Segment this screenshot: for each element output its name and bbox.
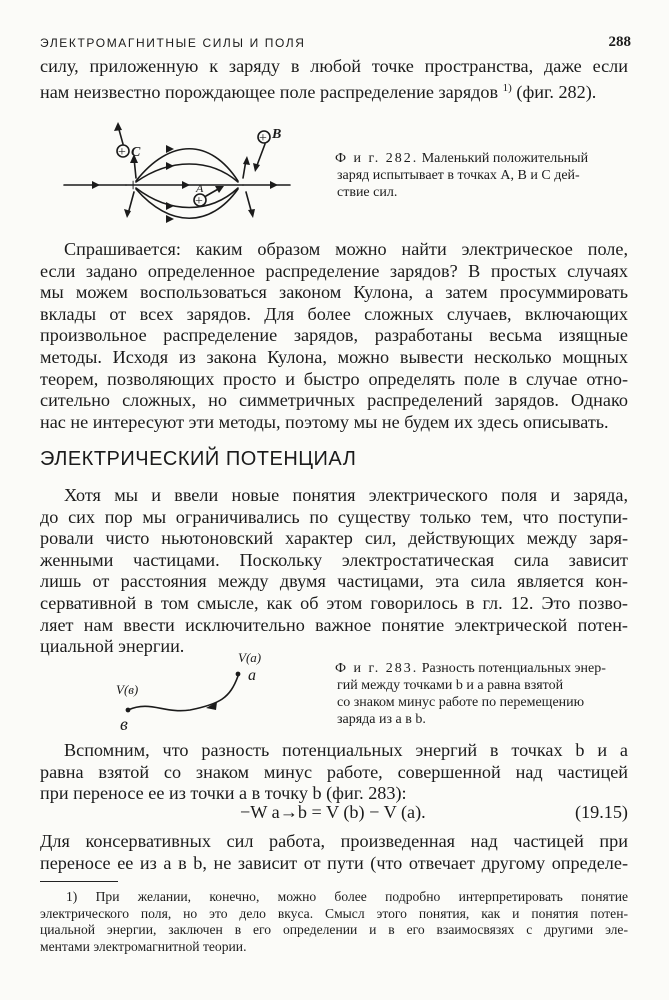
paragraph-3 [40,485,628,658]
text-line: силу, приложенную к заряду в любой точке пространства, даже если [40,56,628,76]
text-line: ляет нам ввести исключительно важное понятие электрической потен- [40,614,628,635]
plus-in-c: + [118,145,126,160]
equation-number: (19.15) [574,802,628,822]
equation-19-15 [40,802,628,824]
text-span: Маленький положительный [418,151,589,166]
text-line: равна взятой со знаком минус работе, совершенной над частицей [40,761,628,782]
text-line: до сих пор мы ограничивались по существу только тем, что поступи- [40,506,628,527]
page-number: 288 [608,34,631,50]
text-line: переносе ее из a в b, не зависит от пути (что отвечает другому определе- [40,852,628,873]
text-line: лишь от расстояния между двумя частицами, эта сила является кон- [40,571,628,592]
footnote-line: ментами электромагнитной теории. [40,938,247,954]
text-line: при переносе ее из точки a в точку b (фиг. 283): [40,783,407,804]
plus-in-a: + [195,194,203,209]
figure-282-caption [335,150,627,201]
label-b: в [120,714,128,734]
caption-line: заряда из a в b. [337,712,426,727]
text-line: Для консервативных сил работа, произведенная над частицей при [40,831,628,851]
caption-label: Ф и г. 282. [335,151,419,166]
charge-minus: − [236,175,247,195]
text-line: вклады от всех зарядов. Для более сложных случаев, включающих [40,303,628,324]
footnote-rule [40,881,118,882]
text-line: если задано определенное распределение зарядов? В простых случаях [40,260,628,281]
caption-line: со знаком минус работе по перемещению [337,695,585,710]
arrow-head [270,181,278,189]
paragraph-5 [40,831,628,874]
label-vb: V(в) [116,682,139,697]
text-line: циальной энергии. [40,636,185,657]
footnote-mark: 1) [502,81,512,94]
arrow-head [114,122,122,131]
text-line: женными частицами. Поскольку электростатическая сила зависит [40,549,628,570]
footnote [40,889,628,955]
charge-plus: + [128,175,139,195]
arrow-head [166,162,174,170]
field-line [136,189,238,218]
text-line: нас не интересуют эти методы, поэтому мы не будем их здесь описывать. [40,411,609,432]
point-b [126,708,131,713]
text-line: Вспомним, что разность потенциальных энергий в точках b и a [64,740,628,760]
arrow-head [253,163,260,172]
arrow-head [243,156,250,165]
text-line: ровали чисто ньютоновский характер сил, действующих между заря- [40,528,628,549]
text-line: сервативной в том смысле, как об этом говорилось в гл. 12. Это позво- [40,592,628,613]
text-span: Разность потенциальных энер- [418,661,606,676]
text-line: сительно сложных, но симметричных распределений зарядов. Однако [40,390,628,411]
text-span: (фиг. 282). [511,81,597,102]
text-line [40,78,628,104]
text-line: мы можем воспользоваться законом Кулона, а затем просуммировать [40,282,628,303]
label-c: C [131,145,141,160]
label-a: a [248,667,256,684]
footnote-line: 1) При желании, конечно, можно более подробно интерпретировать понятие [66,889,628,904]
arrow-head [182,181,190,189]
figure-283-path-diagram [110,640,310,740]
text-line: теорем, позволяющих просто и быстро определять поле в случае отно- [40,368,628,389]
caption-line [335,660,629,677]
equation-formula: −W a→b = V (b) − V (a). [240,802,426,822]
plus-in-b: + [259,131,267,146]
arrow-head [166,202,174,210]
paragraph-2 [40,239,628,433]
arrow-head [124,209,131,218]
text-line: Хотя мы и ввели новые понятия электрического поля и заряда, [64,485,628,505]
caption-line [335,150,627,167]
arrow-head [248,209,255,218]
running-title: ЭЛЕКТРОМАГНИТНЫЕ СИЛЫ И ПОЛЯ [40,36,306,50]
text-line: Спрашивается: каким образом можно найти электрическое поле, [64,239,628,259]
caption-line: заряд испытывает в точках A, B и C дей- [337,168,580,183]
text-span: нам неизвестно порождающее поле распределение зарядов [40,81,499,102]
caption-label: Ф и г. 283. [335,661,419,676]
figure-283-caption [335,660,629,728]
figure-282-field-lines [60,118,320,228]
label-b: B [272,127,282,142]
text-line: произвольное распределение зарядов, разработаны весьма изящные [40,325,628,346]
arrow-head [92,181,100,189]
footnote-line: электрического поля, но это дело вкуса. Смысл этого понятия, как и понятия потен- [40,905,628,921]
field-line [136,164,238,182]
footnote-line: циальной энергии, заключен в его определении и в его взаимосвязях с другими эле- [40,922,628,938]
paragraph-1 [40,56,628,103]
caption-line: ствие сил. [337,185,398,200]
point-a [236,672,241,677]
text-line: методы. Исходя из закона Кулона, можно вывести несколько мощных [40,346,628,367]
label-va: V(a) [238,650,262,665]
section-heading: ЭЛЕКТРИЧЕСКИЙ ПОТЕНЦИАЛ [40,448,357,470]
transfer-path [128,676,238,711]
label-a: A [196,181,204,195]
field-line [136,149,238,181]
paragraph-4 [40,740,628,805]
caption-line: гий между точками b и a равна взятой [337,678,564,693]
